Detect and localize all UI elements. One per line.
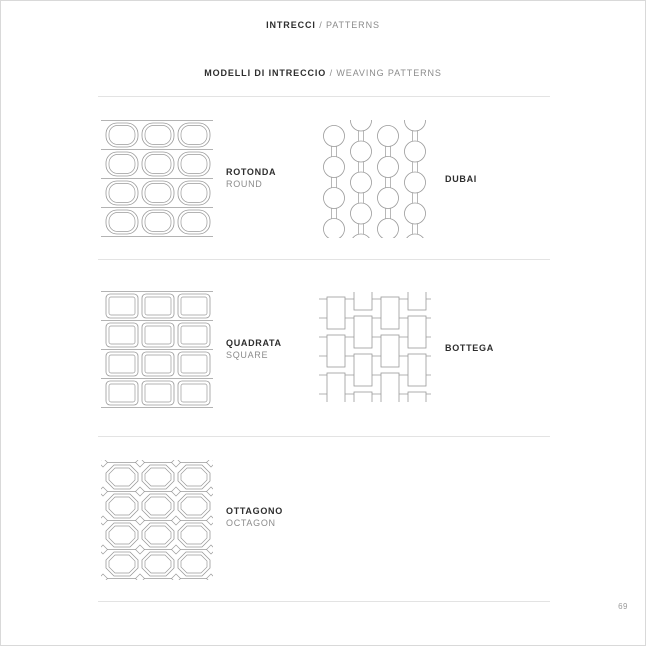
- divider: [98, 259, 550, 260]
- dubai-label: [445, 173, 477, 185]
- rotonda-weave-icon: [101, 118, 213, 238]
- quadrata-label: [226, 337, 282, 361]
- pattern-name-english: SQUARE: [226, 350, 269, 360]
- bottega-label: [445, 342, 494, 354]
- section-title-primary: MODELLI DI INTRECCIO: [204, 68, 327, 78]
- pattern-name-italian: DUBAI: [445, 174, 477, 184]
- header-primary: INTRECCI: [266, 20, 316, 30]
- bottega-weave-icon: [319, 292, 431, 402]
- divider: [98, 96, 550, 97]
- pattern-name-italian: BOTTEGA: [445, 343, 494, 353]
- divider: [98, 436, 550, 437]
- quadrata-weave-icon: [101, 289, 213, 409]
- pattern-name-english: ROUND: [226, 179, 263, 189]
- section-title-secondary: WEAVING PATTERNS: [336, 68, 442, 78]
- pattern-name-english: OCTAGON: [226, 518, 276, 528]
- pattern-name-italian: OTTAGONO: [226, 506, 283, 516]
- page-header: [1, 20, 645, 30]
- ottagono-pattern-swatch: [101, 460, 213, 580]
- pattern-name-italian: QUADRATA: [226, 338, 282, 348]
- dubai-pattern-swatch: [319, 120, 431, 238]
- rotonda-pattern-swatch: [101, 118, 213, 238]
- header-secondary: PATTERNS: [326, 20, 380, 30]
- page-number: 69: [618, 602, 628, 611]
- ottagono-weave-icon: [101, 460, 213, 580]
- section-title: [1, 68, 645, 78]
- ottagono-label: [226, 505, 283, 529]
- bottega-pattern-swatch: [319, 292, 431, 402]
- pattern-name-italian: ROTONDA: [226, 167, 277, 177]
- header-separator: /: [315, 20, 327, 30]
- section-title-separator: /: [326, 68, 337, 78]
- dubai-weave-icon: [319, 120, 431, 238]
- divider: [98, 601, 550, 602]
- rotonda-label: [226, 166, 276, 190]
- quadrata-pattern-swatch: [101, 289, 213, 409]
